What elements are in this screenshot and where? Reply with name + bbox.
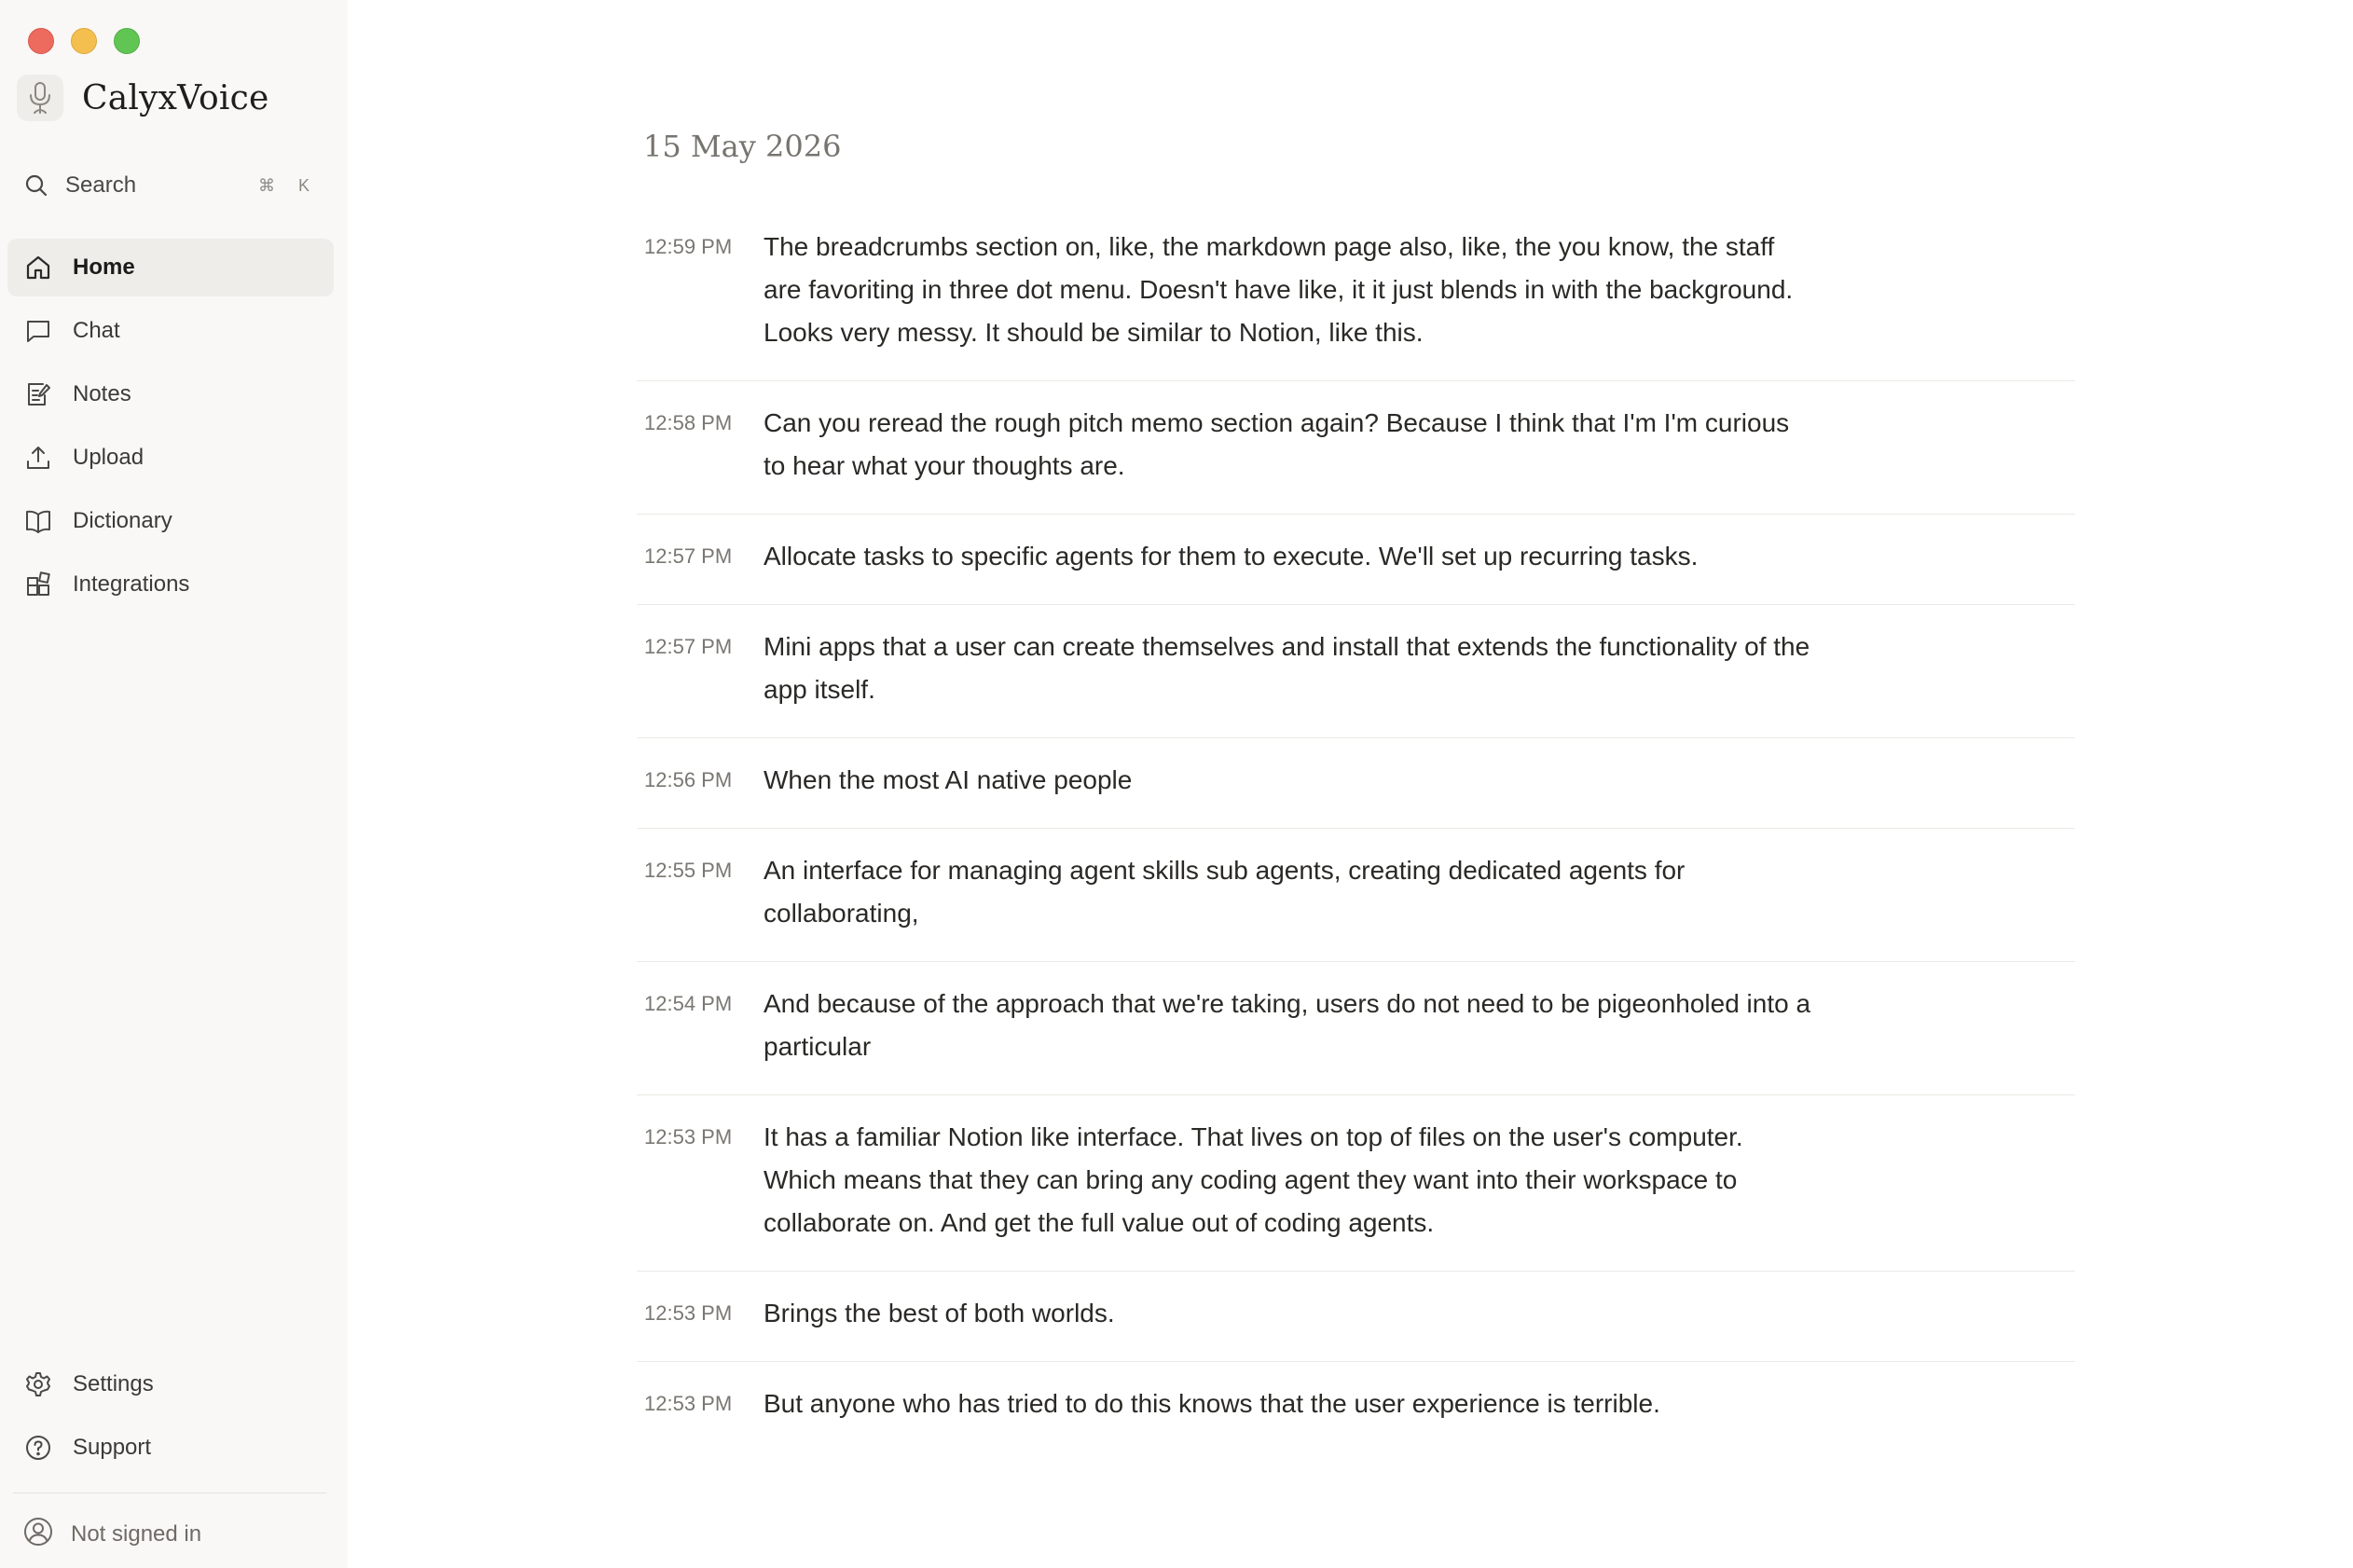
transcript-entry[interactable] [637,1272,2075,1362]
entry-time: 12:53 PM [644,1392,733,1415]
sidebar-item-notes[interactable] [7,365,334,423]
entry-time: 12:56 PM [644,768,733,791]
sidebar-item-label: Dictionary [73,508,172,533]
sidebar-item-label: Support [73,1435,152,1460]
search-shortcut: ⌘ K [257,175,319,195]
date-heading: 15 May 2026 [643,129,842,164]
transcript-entry[interactable] [637,738,2075,829]
notes-icon [22,378,54,410]
sidebar-divider [13,1492,326,1493]
sidebar-bottom-nav [7,1355,334,1482]
sidebar-item-label: Integrations [73,571,190,597]
sidebar-item-support[interactable] [7,1419,334,1477]
integrations-icon [22,569,54,600]
entry-text: But anyone who has tried to do this knows that the user experience is terrible. [764,1389,1660,1418]
entry-text: The breadcrumbs section on, like, the markdown page also, like, the you know, the staff are favoriting in three dot menu. Doesn't have like, it it just blends in with the background. Looks very messy. It should be similar to Notion, like this. [764,232,1794,347]
entry-text: Can you reread the rough pitch memo section again? Because I think that I'm I'm curious to hear what your thoughts are. [764,408,1790,480]
minimize-window-button[interactable] [71,28,97,54]
entry-time: 12:57 PM [644,635,733,658]
transcript-entry[interactable] [637,515,2075,605]
sidebar-item-label: Home [73,254,135,280]
transcript-entry[interactable] [637,1095,2075,1272]
sidebar-item-label: Notes [73,381,131,406]
entry-time: 12:59 PM [644,235,733,258]
search-label: Search [65,172,137,198]
sidebar-item-settings[interactable] [7,1355,334,1413]
help-icon [22,1432,54,1464]
account-status: Not signed in [71,1520,202,1547]
gear-icon [22,1369,54,1400]
sidebar-item-label: Settings [73,1371,154,1396]
main-content [348,0,2353,1568]
entry-text: An interface for managing agent skills sub agents, creating dedicated agents for collaborating, [764,856,1686,928]
entry-text: When the most AI native people [764,765,1133,794]
sidebar-nav [7,239,334,619]
search-button[interactable] [22,166,319,205]
sidebar [0,0,348,1568]
sidebar-item-integrations[interactable] [7,556,334,613]
transcript-entry[interactable] [637,829,2075,962]
brand [17,75,269,121]
sidebar-item-home[interactable] [7,239,334,296]
user-icon [22,1516,54,1552]
sidebar-item-upload[interactable] [7,429,334,487]
entry-time: 12:53 PM [644,1125,733,1148]
book-icon [22,505,54,537]
entry-text: It has a familiar Notion like interface. That lives on top of files on the user's computer. Which means that they can bring any coding agent they want into their workspace to collaborate on. And get the full value out of coding agents. [764,1122,1743,1237]
upload-icon [22,442,54,474]
entry-time: 12:55 PM [644,859,733,882]
entry-time: 12:57 PM [644,544,733,568]
transcript-entry[interactable] [637,381,2075,515]
transcript-entry[interactable] [637,1362,2075,1451]
transcript-entry[interactable] [637,605,2075,738]
entry-text: And because of the approach that we're taking, users do not need to be pigeonholed into a particular [764,989,1811,1061]
entry-text: Allocate tasks to specific agents for them to execute. We'll set up recurring tasks. [764,542,1699,571]
microphone-icon [17,75,63,121]
entry-text: Mini apps that a user can create themselves and install that extends the functionality of the app itself. [764,632,1810,704]
transcript-list [637,205,2075,1451]
close-window-button[interactable] [28,28,54,54]
app-name: CalyxVoice [82,78,269,117]
home-icon [22,252,54,283]
transcript-entry[interactable] [637,962,2075,1095]
entry-text: Brings the best of both worlds. [764,1299,1115,1327]
account-button[interactable] [22,1516,201,1552]
entry-time: 12:53 PM [644,1301,733,1325]
entry-time: 12:54 PM [644,992,733,1015]
transcript-entry[interactable] [637,205,2075,381]
search-icon [22,172,50,199]
sidebar-item-label: Upload [73,445,144,470]
maximize-window-button[interactable] [114,28,140,54]
sidebar-item-label: Chat [73,318,120,343]
sidebar-item-chat[interactable] [7,302,334,360]
sidebar-item-dictionary[interactable] [7,492,334,550]
chat-icon [22,315,54,347]
window-controls [28,28,140,54]
entry-time: 12:58 PM [644,411,733,434]
